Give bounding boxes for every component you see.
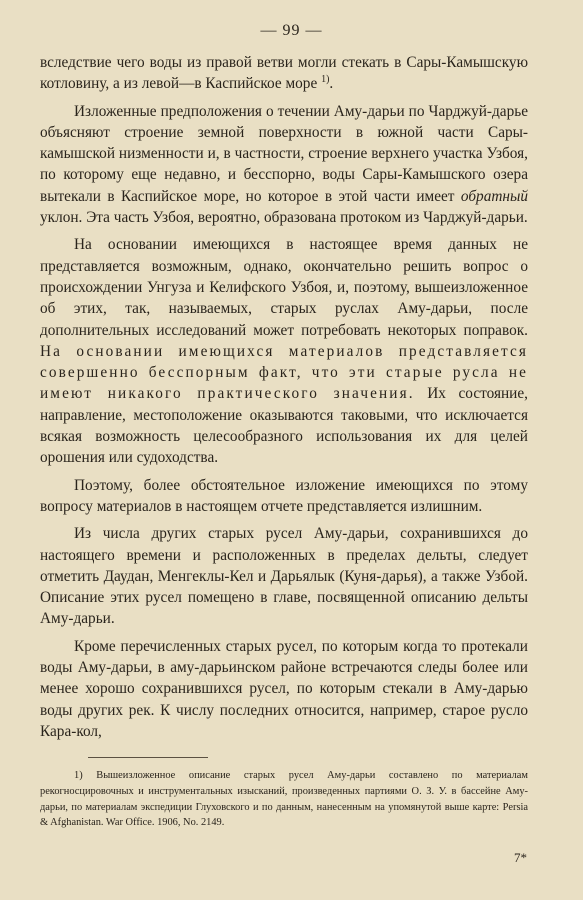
paragraph-3-end: Их состояние, направление, местоположение оказываются таковыми, что исключается всякая возможность целесообразного использования их для целей орошения или судоходства. (40, 385, 528, 467)
paragraph-3-text: На основании имеющихся в настоящее время данных не представляется возможным, однако, окончательно решить вопрос о происхождении Унгуза и Келифского Узбоя, и, поэтому, вышеизложенное об этих, так, называемых, старых руслах Аму-дарьи, после дополнительных исследований может потребовать некоторых поправок. (40, 236, 528, 339)
page-number: — 99 — (260, 22, 323, 39)
italic-word: обратный (460, 187, 528, 205)
paragraph-5: Из числа других старых русел Аму-дарьи, сохранившихся до настоящего времени и расположенных в пределах дельты, следует отметить Даудан, Менгеклы-Кел и Дарьялык (Куня-дарья), а также Узбой. Описание этих русел помещено в главе, посвященной описанию дельты Аму-дарьи. (40, 525, 528, 628)
paragraph-2 (40, 101, 528, 229)
paragraph-2-end: уклон. Эта часть Узбоя, вероятно, образована протоком из Чарджуй-дарьи. (40, 209, 528, 227)
paragraph-1-end: . (329, 75, 334, 93)
paragraph-6: Кроме перечисленных старых русел, по которым когда то протекали воды Аму-дарьи, в аму-дарьинском районе встречаются следы более или менее хорошо сохранившихся русел, по которым стекали в Аму-дарью воды других рек. К числу последних относится, например, старое русло Кара-кол, (40, 637, 528, 740)
footnote-text: 1) Вышеизложенное описание старых русел Аму-дарьи составлено по материалам рекогносцировочных и инструментальных изысканий, произведенных партиями О. З. У. в бассейне Аму-дарьи, по материалам экспедиции Глуховского и по данным, нанесенным на упомянутой выше карте: Persia & Afghanistan. War Office. 1906, No. 2149. (40, 770, 528, 829)
footnote-ref: 1) (321, 74, 330, 86)
footnote (40, 768, 528, 831)
paragraph-1 (40, 52, 528, 95)
footnote-divider (88, 757, 208, 758)
paragraph-1-text: вследствие чего воды из правой ветви могли стекать в Сары-Камышскую котловину, а из левой—в Каспийское море (40, 54, 528, 93)
spaced-emphasis: На основании имеющихся материалов представляется совершенно бесспорным факт, что эти старые русла не имеют никакого практического значения. (40, 342, 528, 403)
paragraph-3 (40, 234, 528, 468)
main-text (40, 52, 528, 748)
signature-mark: 7* (514, 850, 527, 865)
paragraph-2-text: Изложенные предположения о течении Аму-дарьи по Чарджуй-дарье объясняют строение земной поверхности в южной части Сары-камышской низменности и, в частности, строение верхнего участка Узбоя, по которому еще недавно, и бесспорно, воды Сары-Камышского озера вытекали в Каспийское море, но которое в этой части имеет (40, 102, 528, 205)
paragraph-4: Поэтому, более обстоятельное изложение имеющихся по этому вопросу материалов в настоящем отчете представляется излишним. (40, 476, 528, 515)
